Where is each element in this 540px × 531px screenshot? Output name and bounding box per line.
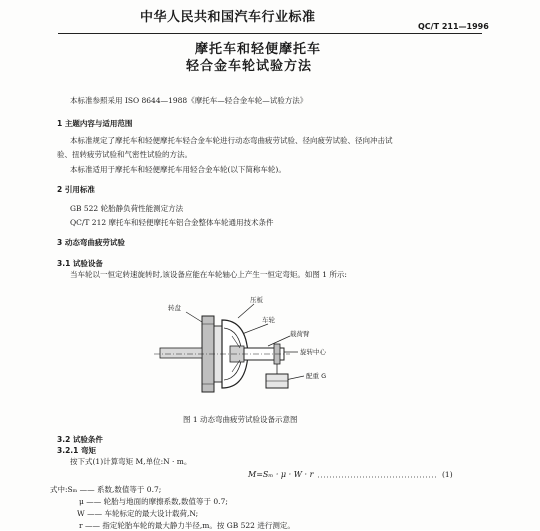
variable-mu: μ —— 轮胎与地面的摩擦系数,数值等于 0.7; [79,497,228,506]
figure-1-diagram [150,290,410,400]
standard-code: QC/T 211—1996 [418,22,489,31]
variable-sm: 式中:Sₘ —— 系数,数值等于 0.7; [50,485,162,494]
formula-number: (1) [442,470,453,479]
label-plate: 压板 [250,296,263,304]
section31-text: 当车轮以一恒定转速旋转时,该设备应能在车轮轴心上产生一恒定弯矩。如图 1 所示: [70,270,347,279]
figure-1-caption: 图 1 动态弯曲疲劳试验设备示意图 [183,415,298,424]
moment-formula: M=Sₘ · μ · W · r [248,470,314,479]
doc-title-line1: 摩托车和轻便摩托车 [195,42,322,57]
section1-heading: 1 主题内容与适用范围 [57,119,133,128]
section2-heading: 2 引用标准 [57,185,95,194]
section321-heading: 3.2.1 弯矩 [57,446,96,455]
label-rotation-center: 旋转中心 [300,348,326,356]
section1-paragraph1-line2: 验、扭转疲劳试验和气密性试验的方法。 [57,150,192,159]
variable-r: r —— 指定轮胎车轮的最大静力半径,m。按 GB 522 进行测定。 [79,521,295,530]
reference-gb522: GB 522 轮胎静负荷性能测定方法 [70,204,184,213]
header-rule [58,33,482,34]
label-weight: 配重 G [306,372,327,380]
intro-reference: 本标准参照采用 ISO 8644—1988《摩托车—轻合金车轮—试验方法》 [70,96,308,105]
standard-org-title: 中华人民共和国汽车行业标准 [140,10,316,25]
section1-paragraph1-line1: 本标准规定了摩托车和轻便摩托车轻合金车轮进行动态弯曲疲劳试验、径向疲劳试验、径向冲击试 [70,136,393,145]
section31-heading: 3.1 试验设备 [57,259,103,268]
formula-leader-dots [318,474,438,480]
label-wheel: 车轮 [262,316,275,324]
section32-heading: 3.2 试验条件 [57,435,103,444]
label-load-arm: 载荷臂 [290,330,310,338]
variable-w: W —— 车轮标定的最大设计载荷,N; [77,509,199,518]
section321-text: 按下式(1)计算弯矩 M,单位:N · m。 [70,457,192,466]
doc-title-line2: 轻合金车轮试验方法 [186,59,313,74]
label-shaft: 转盘 [168,304,181,312]
reference-qct212: QC/T 212 摩托车和轻便摩托车铝合金整体车轮通用技术条件 [70,218,274,227]
section3-heading: 3 动态弯曲疲劳试验 [57,238,125,247]
section1-paragraph2: 本标准适用于摩托车和轻便摩托车用轻合金车轮(以下简称车轮)。 [70,165,286,174]
